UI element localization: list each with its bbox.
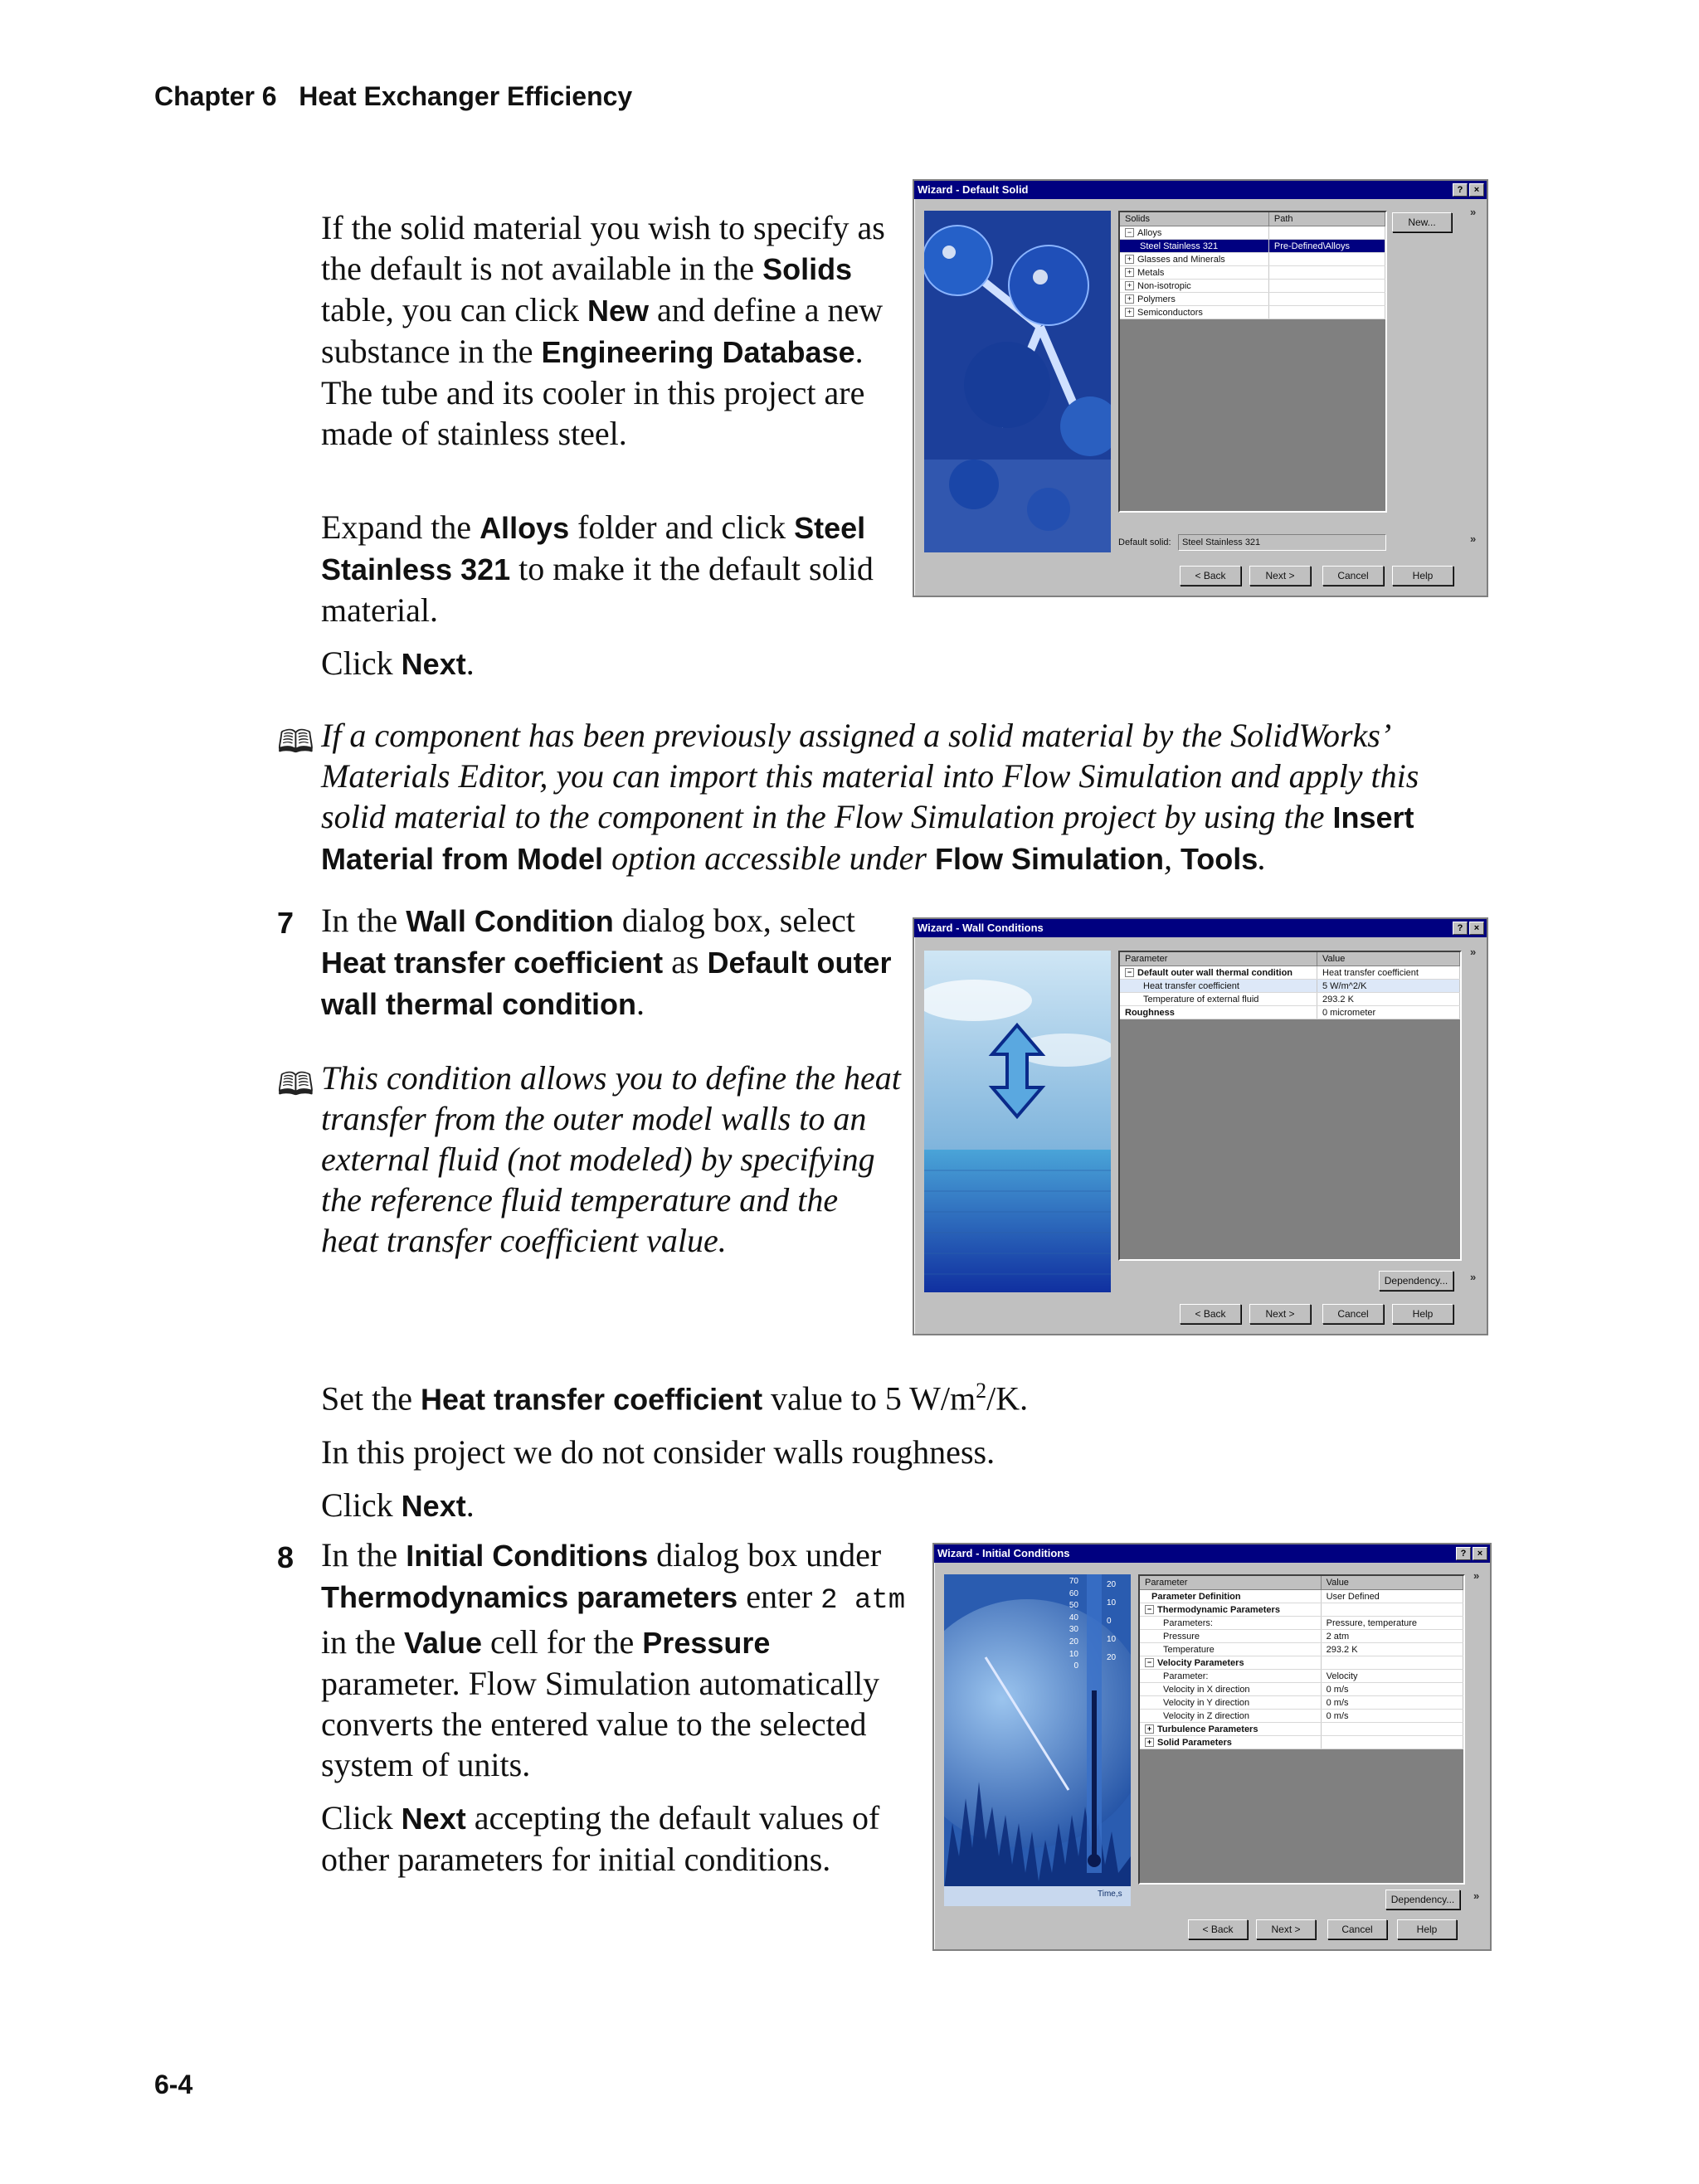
close-icon[interactable]: × xyxy=(1469,922,1484,935)
click-next-8: Click Next accepting the default values of other parameters for initial conditions. xyxy=(321,1799,880,1878)
column-parameter[interactable]: Parameter xyxy=(1120,952,1317,966)
paragraph-alloys: Expand the Alloys folder and click Steel Stainless 321 to make it the default solid material. xyxy=(321,508,874,629)
table-row[interactable]: Velocity in Y direction 0 m/s xyxy=(1140,1696,1463,1710)
column-value[interactable]: Value xyxy=(1321,1576,1463,1590)
table-row[interactable]: Pressure 2 atm xyxy=(1140,1630,1463,1643)
next-button[interactable]: Next > xyxy=(1249,566,1311,586)
scale-label: 50 xyxy=(1069,1601,1078,1611)
wall-illustration xyxy=(924,951,1111,1292)
table-row[interactable]: Heat transfer coefficient 5 W/m^2/K xyxy=(1120,980,1460,993)
table-row[interactable]: + Turbulence Parameters xyxy=(1140,1723,1463,1736)
dialog-title-bar: Wizard - Initial Conditions ? × xyxy=(934,1544,1490,1563)
back-button[interactable]: < Back xyxy=(1180,566,1241,586)
dialog-title-bar: Wizard - Wall Conditions ? × xyxy=(914,919,1487,937)
table-row[interactable]: + Glasses and Minerals xyxy=(1120,253,1385,266)
table-row[interactable]: Velocity in Z direction 0 m/s xyxy=(1140,1710,1463,1723)
collapse-icon[interactable]: − xyxy=(1125,228,1134,237)
scale-label: 0 xyxy=(1073,1661,1078,1671)
default-solid-dialog xyxy=(913,179,1488,597)
table-row[interactable]: Parameter: Velocity xyxy=(1140,1670,1463,1683)
table-row[interactable]: + Non-isotropic xyxy=(1120,280,1385,293)
initial-conditions-dialog xyxy=(932,1543,1492,1951)
thermometer-illustration xyxy=(944,1574,1131,1906)
table-row[interactable]: Temperature 293.2 K xyxy=(1140,1643,1463,1656)
chapter-number: Chapter 6 xyxy=(154,81,277,111)
default-solid-label: Default solid: xyxy=(1118,537,1171,547)
solids-table[interactable] xyxy=(1118,211,1387,513)
expand-icon[interactable]: + xyxy=(1125,294,1134,304)
table-row[interactable]: + Semiconductors xyxy=(1120,306,1385,319)
scale-label: 30 xyxy=(1069,1625,1078,1635)
note-wall-condition: This condition allows you to define the heat transfer from the outer model walls to an external fluid (not modeled) by specifying the reference fluid temperature and the heat transfer coefficient value. xyxy=(321,1059,901,1259)
column-value[interactable]: Value xyxy=(1317,952,1460,966)
table-row[interactable]: Velocity in X direction 0 m/s xyxy=(1140,1683,1463,1696)
table-row[interactable]: − Thermodynamic Parameters xyxy=(1140,1603,1463,1617)
step-7-followup xyxy=(321,1370,1400,1526)
expand-icon[interactable]: + xyxy=(1145,1738,1154,1747)
new-button[interactable]: New... xyxy=(1392,212,1452,232)
help-button[interactable]: Help xyxy=(1392,1304,1453,1324)
back-button[interactable]: < Back xyxy=(1180,1304,1241,1324)
paragraph-solids: If the solid material you wish to specify as the default is not available in the Solids table, you can click New and define a new substance in the Engineering Database. The tube and its cooler in this project are made of stainless steel. xyxy=(321,209,885,452)
step-8-text: In the Initial Conditions dialog box under Thermodynamics parameters enter 2 atm in the Value cell for the Pressure parameter. Flow Simulation automatically converts the entered value to the selected system of units. Click Next accepting the default values of other parameters for initial conditions. xyxy=(321,1536,906,1878)
book-icon: 🕮 xyxy=(277,723,314,760)
column-solids[interactable]: Solids xyxy=(1120,212,1268,226)
scale-label: 10 xyxy=(1107,1598,1117,1608)
cancel-button[interactable]: Cancel xyxy=(1322,1304,1384,1324)
back-button[interactable]: < Back xyxy=(1188,1919,1248,1939)
table-row[interactable]: − Alloys xyxy=(1120,226,1385,240)
default-solid-field[interactable]: Steel Stainless 321 xyxy=(1178,534,1386,551)
help-icon[interactable]: ? xyxy=(1456,1547,1471,1560)
dependency-button[interactable]: Dependency... xyxy=(1385,1890,1460,1909)
page-number: 6-4 xyxy=(154,2070,193,2099)
help-icon[interactable]: ? xyxy=(1453,183,1468,197)
time-axis-label: Time,s xyxy=(1098,1890,1122,1899)
chevron-right-icon[interactable]: » xyxy=(1470,533,1477,545)
expand-icon[interactable]: + xyxy=(1145,1724,1154,1734)
collapse-icon[interactable]: − xyxy=(1145,1605,1154,1614)
chevron-right-icon[interactable]: » xyxy=(1470,206,1477,218)
table-row[interactable]: + Metals xyxy=(1120,266,1385,280)
molecule-illustration xyxy=(924,211,1111,552)
roughness-text: In this project we do not consider walls roughness. xyxy=(321,1433,996,1471)
scale-label: 10 xyxy=(1069,1649,1078,1659)
help-icon[interactable]: ? xyxy=(1453,922,1468,935)
scale-label: 70 xyxy=(1069,1577,1078,1586)
chevron-right-icon[interactable]: » xyxy=(1470,1271,1477,1283)
table-row[interactable]: Parameters: Pressure, temperature xyxy=(1140,1617,1463,1630)
step-7-number: 7 xyxy=(277,906,295,940)
cancel-button[interactable]: Cancel xyxy=(1327,1919,1387,1939)
expand-icon[interactable]: + xyxy=(1125,308,1134,317)
table-row[interactable]: Roughness 0 micrometer xyxy=(1120,1006,1460,1019)
close-icon[interactable]: × xyxy=(1473,1547,1487,1560)
chevron-right-icon[interactable]: » xyxy=(1470,946,1477,958)
close-icon[interactable]: × xyxy=(1469,183,1484,197)
help-button[interactable]: Help xyxy=(1397,1919,1457,1939)
wall-conditions-dialog xyxy=(913,917,1488,1335)
next-button[interactable]: Next > xyxy=(1256,1919,1316,1939)
note-materials: If a component has been previously assigned a solid material by the SolidWorks’ Materials Editor, you can import this material into Flow Simulation and apply this solid material to the component in the Flow Simulation project by using the Insert Material from Model option accessible under Flow Simulation, Tools. xyxy=(321,717,1419,877)
help-button[interactable]: Help xyxy=(1392,566,1453,586)
scale-label: 20 xyxy=(1107,1580,1117,1589)
dependency-button[interactable]: Dependency... xyxy=(1379,1271,1453,1291)
solid-intro xyxy=(321,207,902,684)
wall-parameter-table[interactable] xyxy=(1118,951,1462,1261)
scale-label: 0 xyxy=(1107,1617,1112,1626)
column-parameter[interactable]: Parameter xyxy=(1140,1576,1321,1590)
initial-conditions-table[interactable] xyxy=(1138,1574,1465,1885)
scale-label: 40 xyxy=(1069,1612,1078,1622)
table-row[interactable]: Temperature of external fluid 293.2 K xyxy=(1120,993,1460,1006)
table-row-selected[interactable]: Steel Stainless 321 Pre-Defined\Alloys xyxy=(1120,240,1385,253)
expand-icon[interactable]: + xyxy=(1125,268,1134,277)
dialog-title-bar: Wizard - Default Solid ? × xyxy=(914,181,1487,199)
chapter-header xyxy=(154,81,632,112)
expand-icon[interactable]: + xyxy=(1125,281,1134,290)
cancel-button[interactable]: Cancel xyxy=(1322,566,1384,586)
table-row[interactable]: + Solid Parameters xyxy=(1140,1736,1463,1749)
paragraph-click-next: Click Next. xyxy=(321,644,475,682)
scale-label: 20 xyxy=(1107,1653,1117,1662)
table-row[interactable]: Parameter Definition User Defined xyxy=(1140,1590,1463,1603)
collapse-icon[interactable]: − xyxy=(1125,968,1134,977)
step-8-number: 8 xyxy=(277,1540,295,1574)
scale-label: 20 xyxy=(1069,1637,1078,1647)
next-button[interactable]: Next > xyxy=(1249,1304,1311,1324)
scale-label: 60 xyxy=(1069,1588,1078,1598)
click-next-7: Click Next. xyxy=(321,1486,475,1525)
scale-label: 10 xyxy=(1107,1635,1117,1644)
chevron-right-icon[interactable]: » xyxy=(1473,1890,1480,1902)
column-path[interactable]: Path xyxy=(1268,212,1385,226)
set-htc: Set the Heat transfer coefficient value to 5 $W/m^2/K$. xyxy=(321,1379,1029,1418)
step-7-text: In the Wall Condition dialog box, select Heat transfer coefficient as Default outer wall thermal condition. xyxy=(321,902,892,1022)
collapse-icon[interactable]: − xyxy=(1145,1658,1154,1667)
book-icon: 🕮 xyxy=(277,1066,314,1102)
table-row[interactable]: + Polymers xyxy=(1120,293,1385,306)
chapter-title: Heat Exchanger Efficiency xyxy=(299,81,633,111)
chevron-right-icon[interactable]: » xyxy=(1473,1569,1480,1582)
expand-icon[interactable]: + xyxy=(1125,255,1134,264)
table-row[interactable]: − Velocity Parameters xyxy=(1140,1656,1463,1670)
table-row[interactable]: − Default outer wall thermal condition Heat transfer coefficient xyxy=(1120,966,1460,980)
